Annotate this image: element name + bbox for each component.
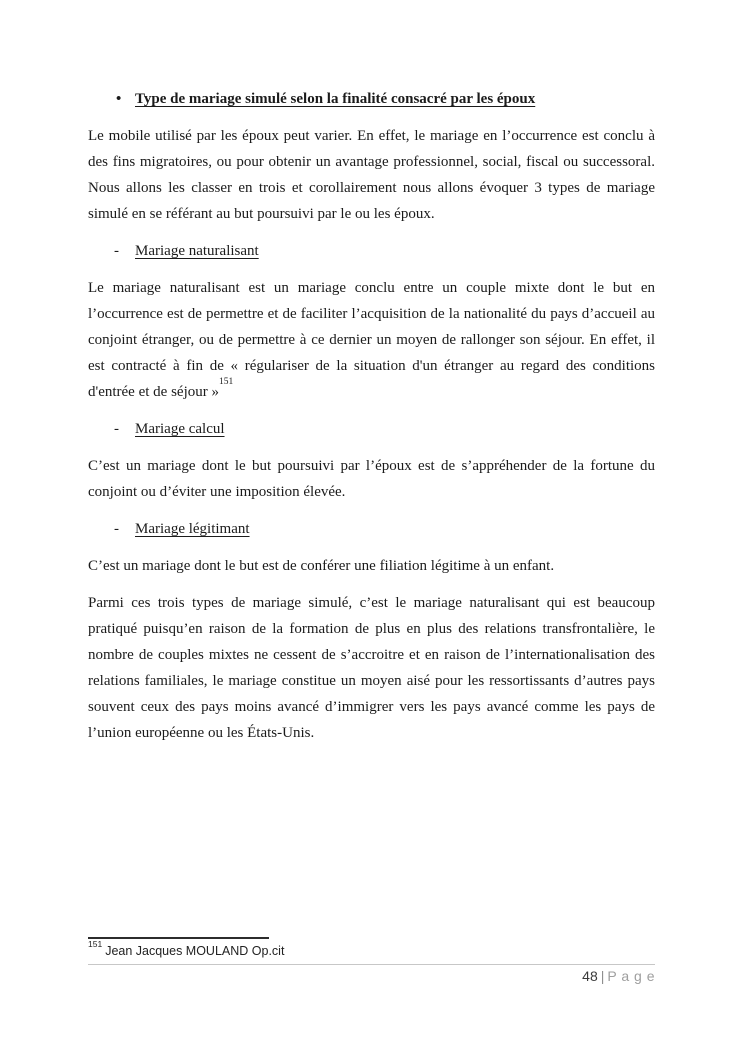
list-item-label: Mariage naturalisant xyxy=(135,243,259,259)
paragraph-intro: Le mobile utilisé par les époux peut varier. En effet, le mariage en l’occurrence est conclu à des fins migratoires, ou pour obtenir un avantage professionnel, social, fiscal ou successoral. Nous allons les classer en trois et corollairement nous allons évoquer 3 types de mariage simulé en se référant au but poursuivi par le ou les époux. xyxy=(88,128,655,222)
dash-marker: - xyxy=(114,421,119,437)
dash-marker: - xyxy=(114,243,119,259)
footnote-separator-rule xyxy=(88,937,269,939)
section-heading-text: Type de mariage simulé selon la finalité consacré par les époux xyxy=(135,91,536,107)
paragraph-calcul: C’est un mariage dont le but poursuivi par l’époux est de s’appréhender de la fortune du conjoint ou d’éviter une imposition élevée. xyxy=(88,458,655,500)
paragraph-conclusion: Parmi ces trois types de mariage simulé, c’est le mariage naturalisant qui est beaucoup pratiqué puisqu’en raison de la formation de plus en plus des relations transfrontalière, le nombre de couples mixtes ne cessent de s’accroitre et en raison de l’internationalisation des relations familiales, le mariage constitue un moyen aisé pour les ressortissants d’autres pays souvent ceux des pays moins avancé d’immigrer vers les pays avancé comme les pays de l’union européenne ou les États-Unis. xyxy=(88,595,655,741)
footnote-text: Jean Jacques MOULAND Op.cit xyxy=(105,944,285,958)
footer-divider-rule xyxy=(88,964,655,965)
page-number-separator: | xyxy=(600,968,605,984)
footnote-number: 151 xyxy=(88,938,103,949)
bullet-marker: • xyxy=(116,91,122,107)
list-item-label: Mariage calcul xyxy=(135,421,225,437)
paragraph-legitimant: C’est un mariage dont le but est de conférer une filiation légitime à un enfant. xyxy=(88,558,555,574)
document-body xyxy=(88,88,655,757)
list-item-naturalisant xyxy=(88,240,655,262)
page-number-value: 48 xyxy=(582,968,598,984)
dash-marker: - xyxy=(114,521,119,537)
paragraph-naturalisant-text: Le mariage naturalisant est un mariage conclu entre un couple mixte dont le but en l’occurrence est de permettre et de faciliter l’acquisition de la nationalité du pays d’accueil au conjoint étranger, ou de permettre à ce dernier un moyen de rallonger son séjour. En effet, il est contracté à fin de « régulariser de la situation d'un étranger au regard des conditions d'entrée et de séjour » xyxy=(88,280,655,400)
page-footer xyxy=(88,937,655,985)
page-number xyxy=(88,967,655,985)
page-number-label: P a g e xyxy=(607,968,655,984)
list-item-label: Mariage légitimant xyxy=(135,521,250,537)
paragraph-naturalisant xyxy=(88,275,655,405)
list-item-calcul xyxy=(88,418,655,440)
list-item-legitimant xyxy=(88,518,655,540)
section-heading xyxy=(88,88,655,110)
footnote xyxy=(88,938,655,959)
footnote-reference: 151 xyxy=(218,377,234,387)
